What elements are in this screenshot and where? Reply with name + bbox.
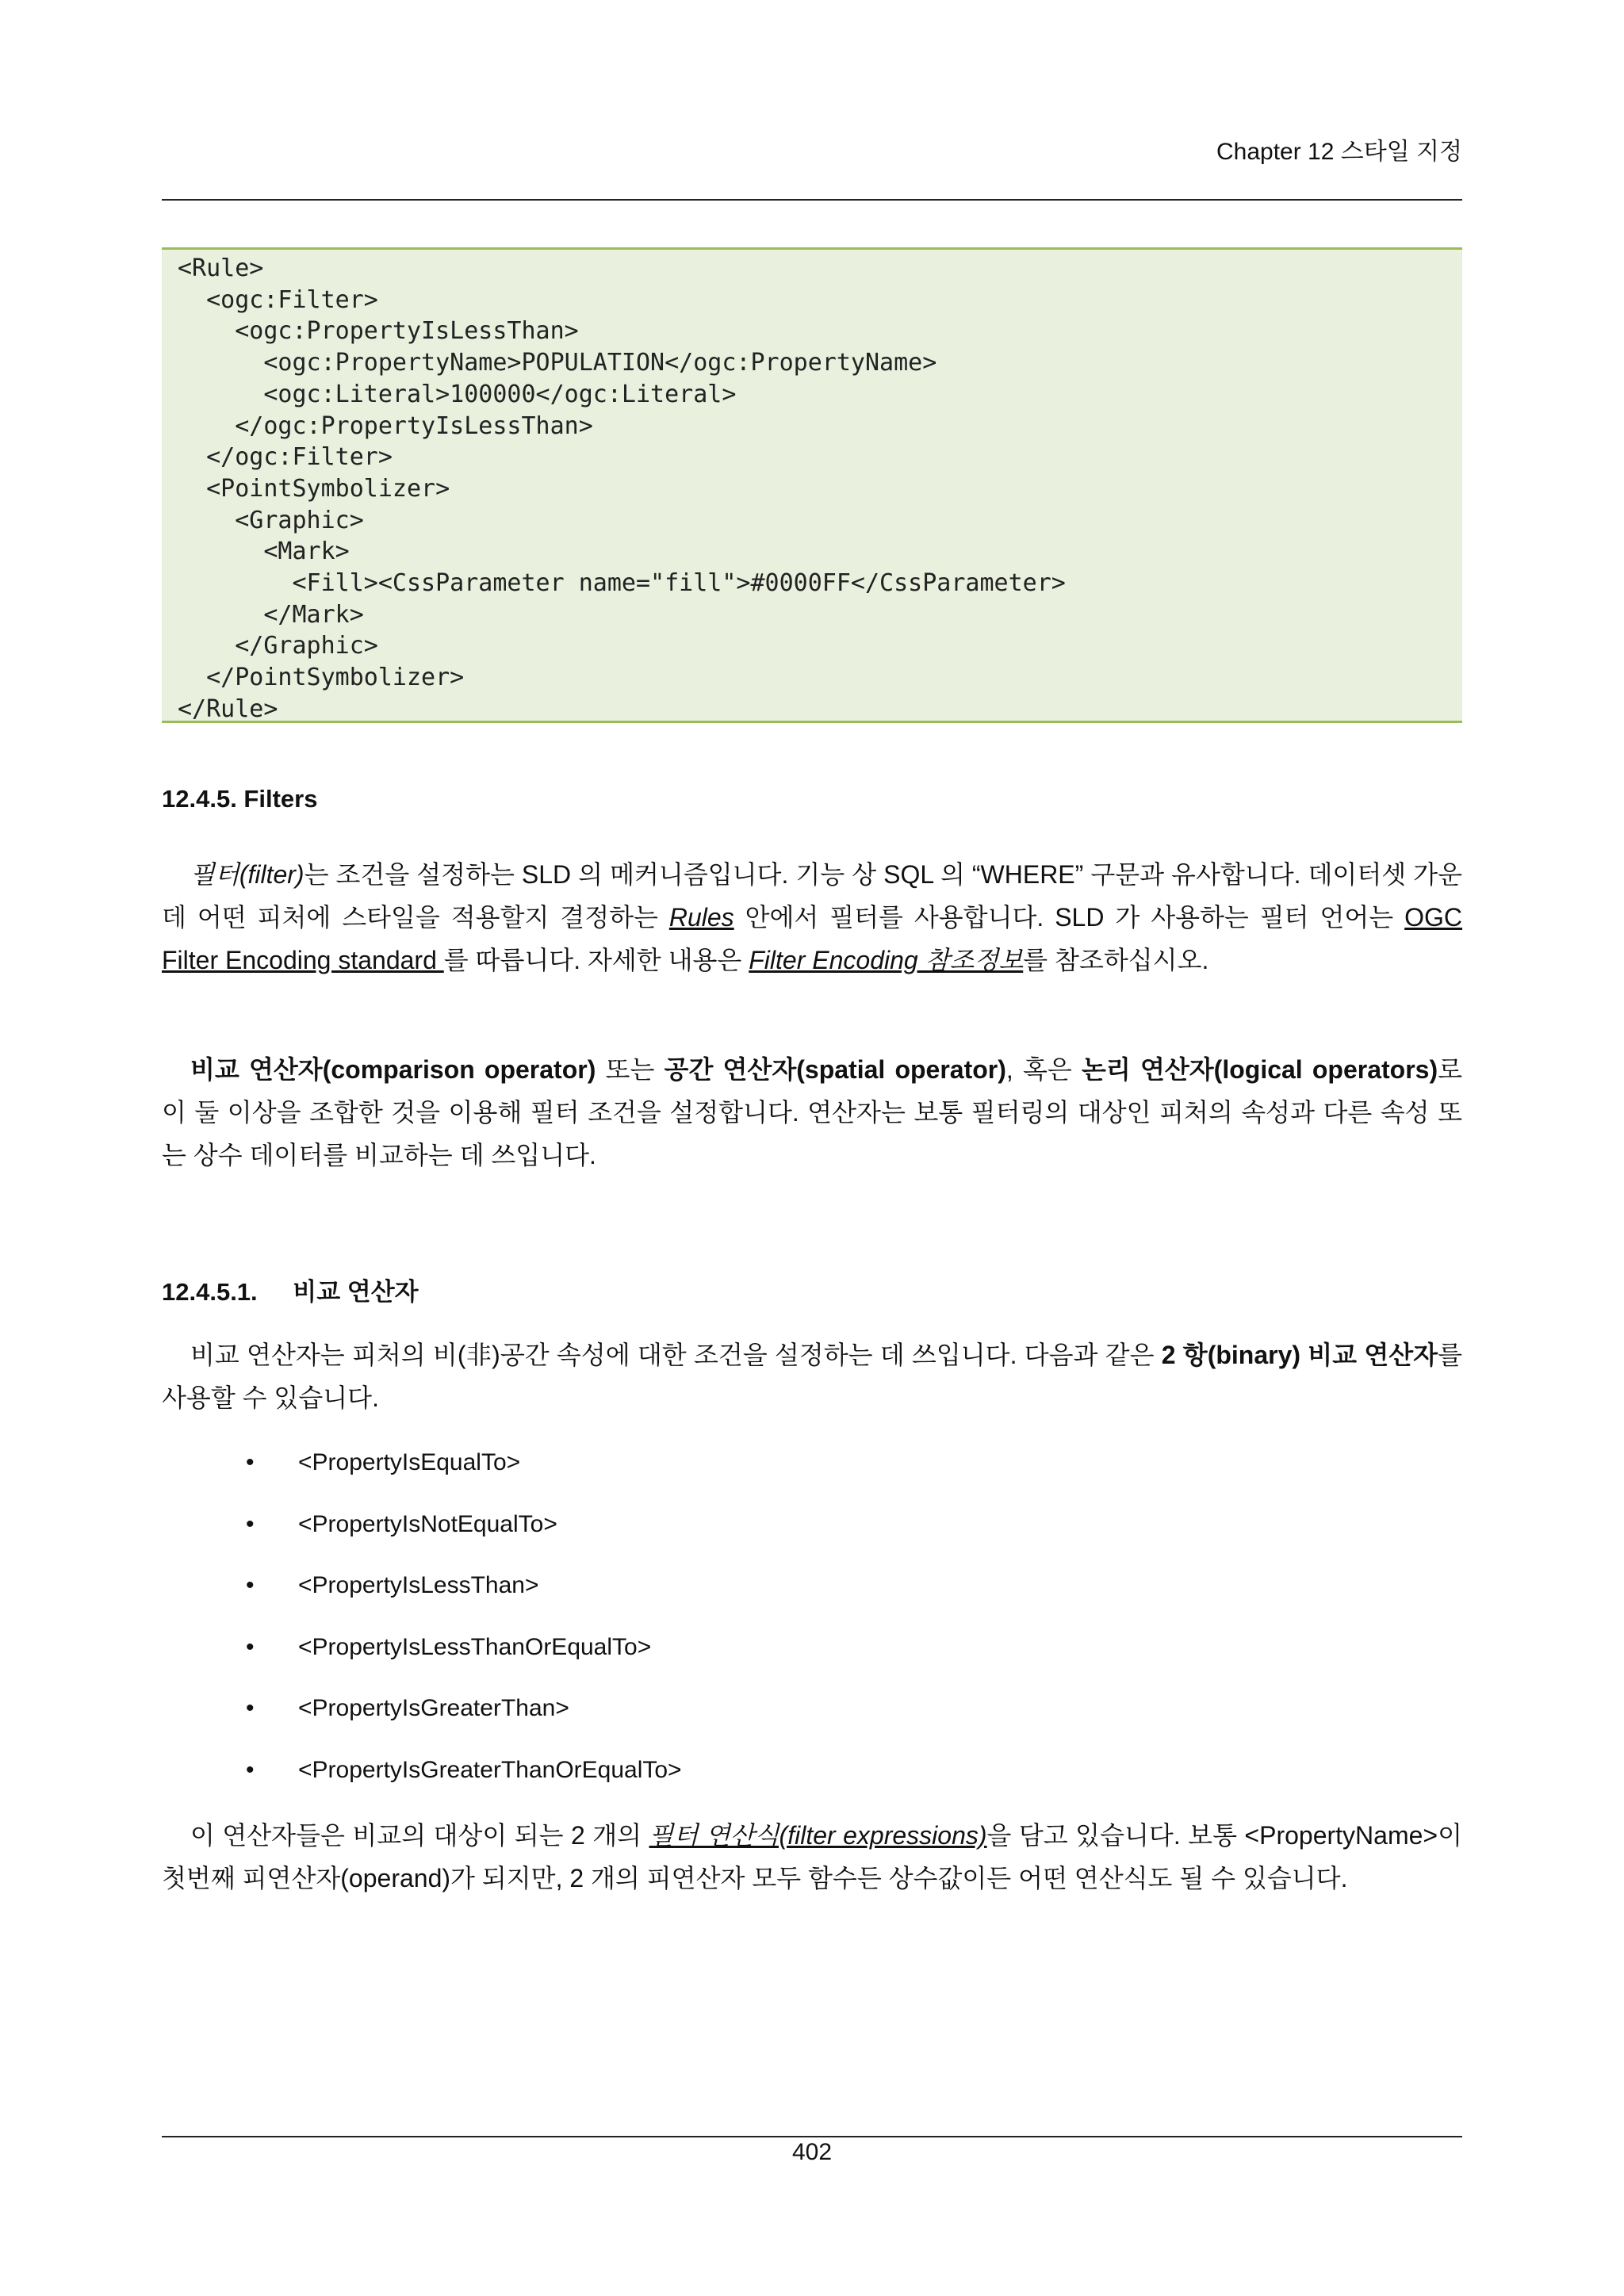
filters-paragraph-1 — [162, 853, 1462, 982]
bullet-icon: • — [246, 1695, 255, 1721]
filter-expressions-link[interactable]: 필터 연산식(filter expressions) — [649, 1821, 987, 1850]
code-line: <ogc:Literal>100000</ogc:Literal> — [178, 380, 737, 408]
code-line: <Rule> — [178, 254, 264, 282]
text-span: 안에서 필터를 사용합니다. SLD 가 사용하는 필터 언어는 — [733, 903, 1405, 932]
code-line: <ogc:PropertyName>POPULATION</ogc:PropertyName> — [178, 349, 937, 377]
code-line: <Graphic> — [178, 506, 364, 534]
running-header — [162, 132, 1462, 170]
list-item — [246, 1563, 1356, 1624]
operator-name: <PropertyIsLessThanOrEqualTo> — [298, 1633, 652, 1660]
filter-encoding-reference-link[interactable]: Filter Encoding 참조정보 — [749, 946, 1024, 974]
section-title: 비교 연산자 — [293, 1278, 419, 1306]
operator-name: <PropertyIsNotEqualTo> — [298, 1510, 557, 1537]
section-heading-filters: 12.4.5. Filters — [162, 785, 318, 813]
text-span: 을 담고 있습니다. 보통 <PropertyName>이 첫번째 피연산자(operand)가 되지만, 2 개의 피연산자 모두 함수든 상수값이든 어떤 연산식도 될 수 있습니다. — [162, 1821, 1463, 1892]
filters-paragraph-2 — [162, 1048, 1462, 1177]
list-item — [246, 1624, 1356, 1686]
section-number: 12.4.5.1. — [162, 1278, 258, 1306]
code-line: <ogc:Filter> — [178, 285, 378, 314]
spatial-operator-term: 공간 연산자(spatial operator) — [664, 1055, 1006, 1084]
bullet-icon: • — [246, 1572, 255, 1598]
bullet-icon: • — [246, 1756, 255, 1783]
bullet-icon: • — [246, 1633, 255, 1660]
text-span: , 혹은 — [1005, 1055, 1082, 1084]
code-line: </Graphic> — [178, 632, 378, 660]
code-line: <Mark> — [178, 538, 350, 566]
list-item — [246, 1502, 1356, 1563]
logical-operator-term: 논리 연산자(logical operators) — [1081, 1055, 1438, 1084]
code-line: <Fill><CssParameter name="fill">#0000FF</CssParameter> — [178, 569, 1066, 598]
code-line: </ogc:Filter> — [178, 443, 393, 472]
text-span: 는 조건을 설정하는 SLD 의 메커니즘입니다. 기능 상 SQL 의 “WHERE” 구문과 유사합니다. 데이터셋 가운데 어떤 피처에 스타일을 적용할지 결정하는 — [162, 860, 1462, 932]
operator-name: <PropertyIsGreaterThanOrEqualTo> — [298, 1756, 682, 1783]
text-span: 비교 연산자는 피처의 비(非)공간 속성에 대한 조건을 설정하는 데 쓰입니다. 다음과 같은 — [190, 1341, 1162, 1369]
bullet-icon: • — [246, 1510, 255, 1537]
code-line: </PointSymbolizer> — [178, 664, 465, 692]
code-line: <ogc:PropertyIsLessThan> — [178, 317, 579, 346]
code-line: </Rule> — [178, 695, 278, 723]
comparison-paragraph-2 — [162, 1814, 1462, 1900]
comparison-paragraph-1 — [162, 1334, 1462, 1419]
rules-link[interactable]: Rules — [668, 903, 734, 932]
running-title: Chapter 12 스타일 지정 — [1216, 139, 1462, 165]
operator-name: <PropertyIsEqualTo> — [298, 1449, 521, 1475]
footer-divider — [162, 2136, 1462, 2137]
text-span: 또는 — [596, 1055, 665, 1084]
operator-name: <PropertyIsGreaterThan> — [298, 1695, 569, 1721]
operator-name: <PropertyIsLessThan> — [298, 1572, 539, 1598]
list-item — [246, 1686, 1356, 1747]
text-span: 를 사용할 수 있습니다. — [162, 1341, 1462, 1412]
binary-operator-term: 2 항(binary) 비교 연산자 — [1161, 1341, 1438, 1369]
section-heading-comparison — [162, 1272, 419, 1307]
code-line: </Mark> — [178, 600, 364, 629]
page-number: 402 — [791, 2139, 833, 2165]
header-divider — [162, 199, 1462, 201]
list-item — [246, 1440, 1356, 1502]
text-span: 이 연산자들은 비교의 대상이 되는 2 개의 — [190, 1821, 649, 1850]
filter-term: 필터(filter) — [190, 860, 304, 889]
code-line: <PointSymbolizer> — [178, 474, 450, 503]
text-span: 로 이 둘 이상을 조합한 것을 이용해 필터 조건을 설정합니다. 연산자는 보통 필터링의 대상인 피처의 속성과 다른 속성 또는 상수 데이터를 비교하는 데 쓰입니다. — [162, 1055, 1463, 1169]
code-block — [162, 247, 1462, 723]
bullet-icon: • — [246, 1449, 255, 1475]
operator-list — [246, 1440, 1356, 1808]
list-item — [246, 1747, 1356, 1809]
code-line: </ogc:PropertyIsLessThan> — [178, 411, 593, 440]
text-span: 를 따릅니다. 자세한 내용은 — [443, 946, 749, 974]
ogc-filter-encoding-link[interactable]: OGC Filter Encoding standard — [162, 903, 1463, 974]
comparison-operator-term: 비교 연산자(comparison operator) — [190, 1055, 596, 1084]
text-span: 를 참조하십시오. — [1023, 946, 1209, 974]
